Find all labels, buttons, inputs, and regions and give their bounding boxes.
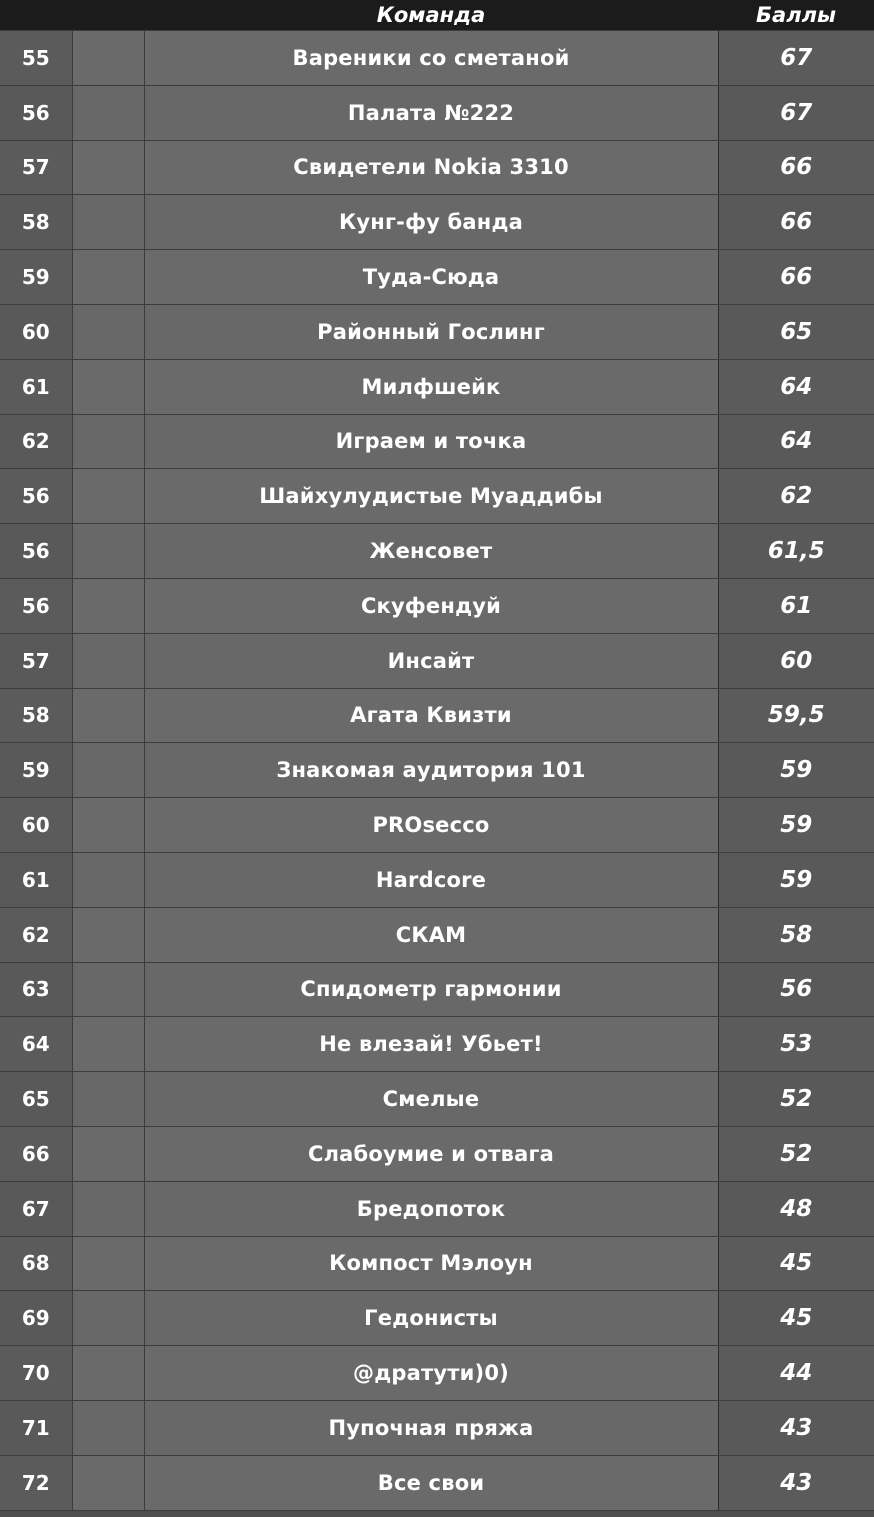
row-team-name: Смелые	[144, 1072, 718, 1127]
row-spacer-cell	[72, 1455, 144, 1510]
row-spacer-cell	[72, 1072, 144, 1127]
row-points: 66	[718, 140, 874, 195]
row-spacer-cell	[72, 195, 144, 250]
row-rank: 67	[0, 1181, 72, 1236]
row-team-name: Знакомая аудитория 101	[144, 743, 718, 798]
row-team-name: PROsecco	[144, 798, 718, 853]
table-row	[0, 140, 874, 195]
row-points: 52	[718, 1126, 874, 1181]
table-row	[0, 1346, 874, 1401]
row-spacer-cell	[72, 962, 144, 1017]
row-spacer-cell	[72, 578, 144, 633]
column-header-points: Баллы	[718, 0, 874, 31]
row-spacer-cell	[72, 907, 144, 962]
row-spacer-cell	[72, 688, 144, 743]
row-rank: 72	[0, 1455, 72, 1510]
table-header	[0, 0, 874, 31]
row-points: 61	[718, 578, 874, 633]
row-team-name: Все свои	[144, 1455, 718, 1510]
table-row	[0, 1236, 874, 1291]
row-spacer-cell	[72, 414, 144, 469]
row-rank: 62	[0, 414, 72, 469]
row-points: 61,5	[718, 524, 874, 579]
table-row	[0, 1455, 874, 1510]
row-points: 62	[718, 469, 874, 524]
row-rank: 64	[0, 1017, 72, 1072]
row-team-name: Гедонисты	[144, 1291, 718, 1346]
table-row	[0, 304, 874, 359]
row-team-name: Инсайт	[144, 633, 718, 688]
row-spacer-cell	[72, 304, 144, 359]
row-points: 56	[718, 962, 874, 1017]
row-spacer-cell	[72, 633, 144, 688]
row-points: 58	[718, 907, 874, 962]
table-row	[0, 85, 874, 140]
row-rank: 62	[0, 907, 72, 962]
row-rank: 63	[0, 962, 72, 1017]
row-rank: 61	[0, 359, 72, 414]
row-points: 43	[718, 1400, 874, 1455]
table-row	[0, 1126, 874, 1181]
row-rank: 56	[0, 85, 72, 140]
row-team-name: Спидометр гармонии	[144, 962, 718, 1017]
row-points: 52	[718, 1072, 874, 1127]
row-points: 44	[718, 1346, 874, 1401]
row-team-name: Не влезай! Убьет!	[144, 1017, 718, 1072]
header-row	[0, 0, 874, 31]
table-row	[0, 962, 874, 1017]
row-points: 60	[718, 633, 874, 688]
row-rank: 56	[0, 469, 72, 524]
table-row	[0, 907, 874, 962]
table-row	[0, 195, 874, 250]
table-row	[0, 31, 874, 86]
row-points: 64	[718, 414, 874, 469]
row-spacer-cell	[72, 1400, 144, 1455]
row-rank: 69	[0, 1291, 72, 1346]
row-team-name: Hardcore	[144, 852, 718, 907]
row-points: 66	[718, 250, 874, 305]
row-team-name: Палата №222	[144, 85, 718, 140]
row-spacer-cell	[72, 469, 144, 524]
row-rank: 55	[0, 31, 72, 86]
row-rank: 56	[0, 524, 72, 579]
table-row	[0, 743, 874, 798]
row-spacer-cell	[72, 798, 144, 853]
row-team-name: @дратути)0)	[144, 1346, 718, 1401]
row-points: 64	[718, 359, 874, 414]
row-spacer-cell	[72, 743, 144, 798]
table-row	[0, 1400, 874, 1455]
row-spacer-cell	[72, 85, 144, 140]
row-team-name: Вареники со сметаной	[144, 31, 718, 86]
row-spacer-cell	[72, 1346, 144, 1401]
row-points: 45	[718, 1236, 874, 1291]
row-spacer-cell	[72, 359, 144, 414]
row-team-name: Бредопоток	[144, 1181, 718, 1236]
row-team-name: Пупочная пряжа	[144, 1400, 718, 1455]
row-points: 67	[718, 31, 874, 86]
row-spacer-cell	[72, 1236, 144, 1291]
row-points: 48	[718, 1181, 874, 1236]
row-team-name: СКАМ	[144, 907, 718, 962]
row-rank: 70	[0, 1346, 72, 1401]
row-rank: 57	[0, 140, 72, 195]
table-row	[0, 359, 874, 414]
table-row	[0, 578, 874, 633]
row-rank: 59	[0, 250, 72, 305]
table-row	[0, 524, 874, 579]
table-row	[0, 1072, 874, 1127]
row-spacer-cell	[72, 524, 144, 579]
row-rank: 57	[0, 633, 72, 688]
row-team-name: Кунг-фу банда	[144, 195, 718, 250]
table-row	[0, 688, 874, 743]
row-spacer-cell	[72, 1017, 144, 1072]
column-header-spacer	[72, 0, 144, 31]
row-points: 53	[718, 1017, 874, 1072]
row-rank: 61	[0, 852, 72, 907]
table-row	[0, 469, 874, 524]
row-team-name: Шайхулудистые Муаддибы	[144, 469, 718, 524]
table-row	[0, 1017, 874, 1072]
column-header-team: Команда	[144, 0, 718, 31]
column-header-rank	[0, 0, 72, 31]
row-team-name: Агата Квизти	[144, 688, 718, 743]
row-team-name: Туда-Сюда	[144, 250, 718, 305]
row-spacer-cell	[72, 31, 144, 86]
row-team-name: Компост Мэлоун	[144, 1236, 718, 1291]
row-points: 66	[718, 195, 874, 250]
row-team-name: Слабоумие и отвага	[144, 1126, 718, 1181]
row-spacer-cell	[72, 1291, 144, 1346]
row-points: 45	[718, 1291, 874, 1346]
row-rank: 59	[0, 743, 72, 798]
table-body	[0, 31, 874, 1511]
row-team-name: Играем и точка	[144, 414, 718, 469]
row-rank: 58	[0, 195, 72, 250]
row-rank: 66	[0, 1126, 72, 1181]
row-points: 59	[718, 798, 874, 853]
row-team-name: Скуфендуй	[144, 578, 718, 633]
row-rank: 65	[0, 1072, 72, 1127]
row-points: 67	[718, 85, 874, 140]
row-spacer-cell	[72, 1126, 144, 1181]
table-row	[0, 798, 874, 853]
table-row	[0, 1181, 874, 1236]
row-team-name: Женсовет	[144, 524, 718, 579]
row-spacer-cell	[72, 250, 144, 305]
row-rank: 68	[0, 1236, 72, 1291]
table-row	[0, 852, 874, 907]
row-team-name: Свидетели Nokia 3310	[144, 140, 718, 195]
row-points: 59	[718, 852, 874, 907]
row-rank: 60	[0, 798, 72, 853]
table-row	[0, 414, 874, 469]
row-rank: 60	[0, 304, 72, 359]
row-spacer-cell	[72, 140, 144, 195]
row-team-name: Милфшейк	[144, 359, 718, 414]
row-rank: 71	[0, 1400, 72, 1455]
row-points: 65	[718, 304, 874, 359]
row-team-name: Районный Гослинг	[144, 304, 718, 359]
row-spacer-cell	[72, 852, 144, 907]
row-rank: 58	[0, 688, 72, 743]
row-points: 59	[718, 743, 874, 798]
table-row	[0, 633, 874, 688]
table-row	[0, 250, 874, 305]
row-rank: 56	[0, 578, 72, 633]
row-points: 43	[718, 1455, 874, 1510]
table-row	[0, 1291, 874, 1346]
row-points: 59,5	[718, 688, 874, 743]
row-spacer-cell	[72, 1181, 144, 1236]
